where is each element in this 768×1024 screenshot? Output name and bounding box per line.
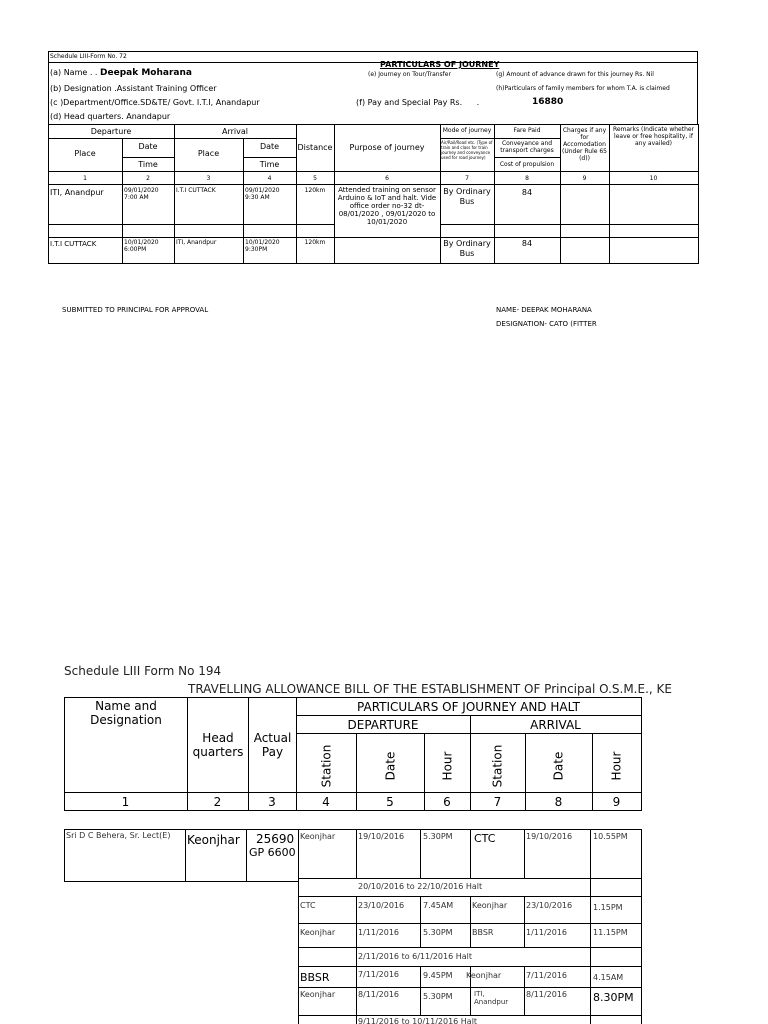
r6-dep-hour: 9.45PM <box>423 971 453 980</box>
row1-dep-place: ITI, Anandpur <box>50 188 104 197</box>
hdr-mode-sub: Air/Rail/Road etc. (Type of train and class for train journey and conveyance used for road journey) <box>441 140 493 160</box>
pay-label-text: (f) Pay and Special Pay Rs. <box>356 98 463 107</box>
t2d-vline <box>420 829 421 878</box>
row1-purpose: Attended training on sensor Arduino & IoT and halt. Vide office order no-32 dt-08/01/2020 , 09/01/2020 to 10/01/2020 <box>337 186 437 226</box>
t2-vline <box>641 697 642 811</box>
r3-arr-date: 23/10/2016 <box>526 901 573 910</box>
row2-dep-date: 10/01/2020 6:00PM <box>124 239 159 253</box>
hdr-fare-propulsion: Cost of propulsion <box>499 161 555 168</box>
row2-mode: By Ordinary Bus <box>443 239 491 258</box>
r3-dep-station: CTC <box>300 901 316 910</box>
r7-dep-hour: 5.30PM <box>423 992 453 1001</box>
col2-num-4: 4 <box>322 795 330 809</box>
t2-line <box>296 733 641 734</box>
hdr-purpose: Purpose of journey <box>349 143 425 152</box>
row1-distance: 120km <box>304 187 326 194</box>
t2d-vline <box>420 966 421 1015</box>
hdr-dep-date: Date <box>138 142 158 151</box>
r4-dep-date: 1/11/2016 <box>358 928 400 937</box>
t1-line <box>440 138 560 139</box>
journey-type: (e) Journey on Tour/Transfer <box>368 71 451 78</box>
t1-line <box>48 171 698 172</box>
col2-num-1: 1 <box>121 795 130 809</box>
t2d-line <box>64 829 641 830</box>
t2d-vline <box>246 829 247 882</box>
hdr-fare-conveyance: Conveyance and transport charges <box>500 140 554 154</box>
t2-line <box>296 715 641 716</box>
person-name: Sri D C Behera, Sr. Lect(E) <box>66 831 171 840</box>
t2d-vline <box>64 829 65 882</box>
person-hq: Keonjhar <box>187 833 240 847</box>
col-num-7: 7 <box>465 175 469 182</box>
t1-line <box>48 263 698 264</box>
hdr-mode: Mode of journey <box>442 127 492 134</box>
advance-amount: (g) Amount of advance drawn for this journey Rs. Nil <box>496 71 654 78</box>
r2-halt: 20/10/2016 to 22/10/2016 Halt <box>358 882 483 891</box>
dep-date-label: Date <box>383 751 397 781</box>
hdr2-arrival: ARRIVAL <box>530 718 581 732</box>
hdr-remarks: Remarks (Indicate whether leave or free hospitality, if any availed) <box>612 126 695 147</box>
r6-dep-date: 7/11/2016 <box>358 970 400 979</box>
t1-vline <box>698 124 699 264</box>
col-num-2: 2 <box>146 175 150 182</box>
r1-dep-date: 19/10/2016 <box>358 832 405 841</box>
t1-line <box>243 157 296 158</box>
t2d-line <box>64 881 298 882</box>
hdr-charges: Charges if any for Accomodation (Under Rule 65 (d)) <box>561 127 607 162</box>
t2-vline <box>296 697 297 811</box>
r7-arr-hour: 8.30PM <box>593 991 634 1004</box>
t2d-vline <box>356 829 357 878</box>
col-num-6: 6 <box>385 175 389 182</box>
submitted-note: SUBMITTED TO PRINCIPAL FOR APPROVAL <box>62 306 209 314</box>
form2-title: TRAVELLING ALLOWANCE BILL OF THE ESTABLISHMENT OF Principal O.S.M.E., KE <box>188 682 672 696</box>
row1-mode: By Ordinary Bus <box>443 187 491 206</box>
col-num-8: 8 <box>525 175 529 182</box>
r4-arr-date: 1/11/2016 <box>526 928 568 937</box>
hdr2-dep-station <box>296 744 356 788</box>
hdr-dep-time: Time <box>138 160 158 169</box>
t1-line <box>440 224 698 225</box>
r1-dep-station: Keonjhar <box>300 832 336 841</box>
t2d-vline <box>356 896 357 966</box>
col-num-5: 5 <box>313 175 317 182</box>
hdr-distance: Distance <box>297 143 333 152</box>
form1-title: PARTICULARS OF JOURNEY <box>380 60 500 69</box>
row1-fare: 84 <box>521 188 533 197</box>
r1-arr-station: CTC <box>474 832 496 845</box>
col-num-9: 9 <box>582 175 587 182</box>
col2-num-2: 2 <box>213 795 222 809</box>
r7-dep-date: 8/11/2016 <box>358 990 400 999</box>
t2d-vline <box>356 966 357 1024</box>
t2d-vline <box>524 829 525 878</box>
t2d-vline <box>590 829 591 1024</box>
hdr-arr-time: Time <box>259 160 280 169</box>
t1-line <box>48 138 296 139</box>
hdr-departure: Departure <box>90 127 132 136</box>
designation: (b) Designation .Assistant Training Officer <box>50 84 217 93</box>
signatory-name: NAME- DEEPAK MOHARANA <box>496 306 592 314</box>
hdr2-pay: Actual Pay <box>253 731 292 759</box>
r7-arr-date: 8/11/2016 <box>526 990 568 999</box>
hdr2-dep-date <box>356 751 424 781</box>
col2-num-5: 5 <box>386 795 394 809</box>
col2-num-7: 7 <box>493 795 502 809</box>
t2d-vline <box>524 896 525 947</box>
r1-arr-date: 19/10/2016 <box>526 832 573 841</box>
hdr-arr-place: Place <box>197 149 220 158</box>
department: (c )Department/Office.SD&TE/ Govt. I.T.I, Anandapur <box>50 98 260 107</box>
t2-vline <box>64 697 65 811</box>
arr-hour-label: Hour <box>609 751 624 781</box>
dep-hour-label: Hour <box>440 751 454 781</box>
row2-dep-place: I.T.I CUTTACK <box>50 240 97 248</box>
r4-arr-hour: 11.15PM <box>593 928 628 937</box>
t1-line <box>122 157 174 158</box>
hdr2-arr-station <box>470 744 525 788</box>
hdr2-hq: Head quarters <box>192 731 244 759</box>
col-num-3: 3 <box>206 175 211 182</box>
r6-arr-date: 7/11/2016 <box>526 971 568 980</box>
r4-dep-station: Keonjhar <box>300 928 336 937</box>
row1-arr-place: I.T.I CUTTACK <box>176 187 216 194</box>
dep-station-label: Station <box>318 744 333 788</box>
hdr-arrival: Arrival <box>222 127 248 136</box>
r6-dep-station: BBSR <box>300 971 330 984</box>
col2-num-6: 6 <box>443 795 451 809</box>
r3-dep-hour: 7.45AM <box>423 901 454 910</box>
col-num-1: 1 <box>83 175 87 182</box>
hdr2-departure: DEPARTURE <box>347 718 419 732</box>
r1-dep-hour: 5.30PM <box>423 832 453 841</box>
row1-dep-date: 09/01/2020 7:00 AM <box>124 187 159 201</box>
r1-arr-hour: 10.55PM <box>593 832 628 841</box>
hdr-arr-date: Date <box>259 142 280 151</box>
r4-dep-hour: 5.30PM <box>423 928 453 937</box>
person-pay: 25690 <box>256 832 295 846</box>
hdr2-name: Name and Designation <box>90 699 162 727</box>
t2-line <box>64 810 641 811</box>
headquarters: (d) Head quarters. Anandapur <box>50 112 171 121</box>
r3-dep-date: 23/10/2016 <box>358 901 405 910</box>
t2d-vline <box>524 966 525 1015</box>
form2-schedule: Schedule LIII Form No 194 <box>64 664 222 678</box>
t1-vline <box>122 138 123 264</box>
col2-num-8: 8 <box>554 795 563 809</box>
family-members: (h)Particulars of family members for whom T.A. is claimed <box>496 85 670 92</box>
r3-arr-station: Keonjhar <box>472 901 508 910</box>
row2-fare: 84 <box>521 239 533 248</box>
person-gp: GP 6600 <box>249 846 296 859</box>
r5-halt: 2/11/2016 to 6/11/2016 Halt <box>358 952 472 961</box>
hdr-fare: Fare Paid <box>513 127 541 134</box>
t2d-vline <box>641 829 642 1024</box>
hdr2-arr-date <box>525 751 592 781</box>
col-num-10: 10 <box>649 175 658 182</box>
name-prefix: (a) Name . . <box>50 68 98 77</box>
pay-value: 16880 <box>532 97 564 107</box>
t1-line <box>494 157 560 158</box>
r4-arr-station: BBSR <box>472 928 494 937</box>
row2-arr-date: 10/01/2020 9:30PM <box>245 239 280 253</box>
hdr2-arr-hour <box>592 751 641 781</box>
t2d-vline <box>470 896 471 947</box>
arr-station-label: Station <box>490 744 505 788</box>
t1-vline <box>174 124 175 264</box>
row1-arr-date: 09/01/2020 9:30 AM <box>245 187 280 201</box>
t1-line <box>48 237 698 238</box>
col2-num-3: 3 <box>268 795 276 809</box>
row2-distance: 120km <box>304 239 326 246</box>
employee-name: Deepak Moharana <box>100 68 192 78</box>
t2d-vline <box>298 829 299 1024</box>
pay-label <box>356 98 479 108</box>
t1-line <box>48 224 334 225</box>
col-num-4: 4 <box>267 175 272 182</box>
hdr2-particulars: PARTICULARS OF JOURNEY AND HALT <box>357 700 580 714</box>
hdr2-dep-hour <box>424 751 470 781</box>
r7-dep-station: Keonjhar <box>300 990 336 999</box>
form1-rule <box>48 62 698 63</box>
t1-vline <box>48 124 49 264</box>
r6-arr-hour: 4.15AM <box>593 973 624 982</box>
t2-line <box>64 792 641 793</box>
pay-dot: . <box>476 98 480 107</box>
r7-arr-station: ITI, Anandpur <box>474 990 509 1006</box>
form1-name-line <box>50 68 192 78</box>
form1-schedule: Schedule LIII-Form No. 72 <box>50 53 127 60</box>
signatory-designation: DESIGNATION- CATO (FITTER <box>496 320 597 328</box>
arr-date-label: Date <box>551 751 566 781</box>
r8-halt: 9/11/2016 to 10/11/2016 Halt <box>358 1017 478 1024</box>
t2d-vline <box>470 829 471 878</box>
t1-line <box>48 124 698 125</box>
row2-arr-place: ITI, Anandpur <box>176 239 217 246</box>
t2d-vline <box>420 896 421 947</box>
col2-num-9: 9 <box>612 795 621 809</box>
r3-arr-hour: 1.15PM <box>593 903 623 912</box>
t1-vline <box>243 138 244 264</box>
t1-line <box>48 184 698 185</box>
r6-arr-station: Keonjhar <box>466 971 502 980</box>
hdr-dep-place: Place <box>74 149 96 158</box>
t2-line <box>64 697 641 698</box>
t2d-vline <box>185 829 186 882</box>
